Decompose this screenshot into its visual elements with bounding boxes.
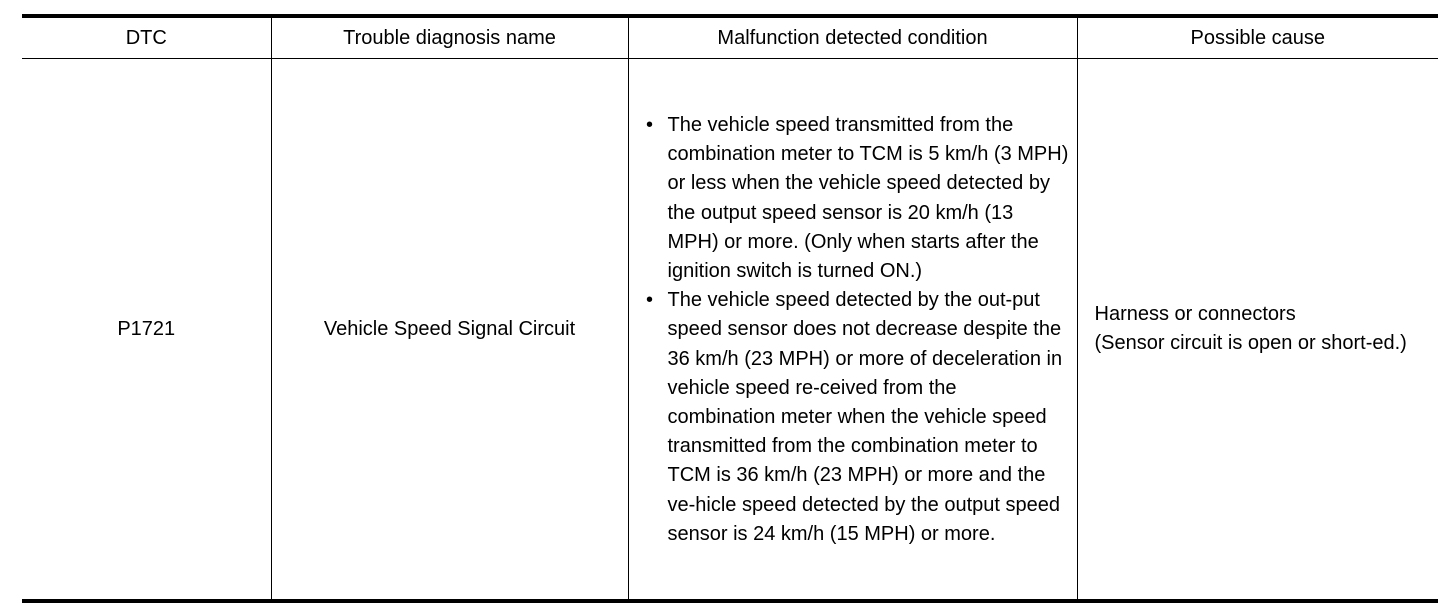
malfunction-condition-cell (628, 59, 1077, 602)
condition-text: The vehicle speed detected by the out-put speed sensor does not decrease despite the 36 km/h (23 MPH) or more of deceleration in vehicle speed re-ceived from the combination meter when the vehicle speed transmitted from the combination meter to TCM is 36 km/h (23 MPH) or more and the ve-hicle speed detected by the output speed sensor is 24 km/h (15 MPH) or more. (667, 289, 1063, 545)
bullet-icon: • (645, 113, 653, 136)
dtc-code: P1721 (22, 59, 271, 602)
header-trouble-diagnosis-name: Trouble diagnosis name (271, 16, 628, 59)
dtc-table (22, 14, 1438, 603)
bullet-icon: • (645, 289, 653, 312)
condition-list (643, 111, 1069, 549)
condition-item (643, 286, 1069, 549)
trouble-diagnosis-name: Vehicle Speed Signal Circuit (271, 59, 628, 602)
header-row (22, 16, 1438, 59)
condition-item (643, 111, 1069, 286)
condition-text: The vehicle speed transmitted from the combination meter to TCM is 5 km/h (3 MPH) or less when the vehicle speed detected by the output speed sensor is 20 km/h (13 MPH) or more. (Only when starts after the ignition switch is turned ON.) (667, 113, 1069, 282)
header-possible-cause: Possible cause (1077, 16, 1438, 59)
header-malfunction-condition: Malfunction detected condition (628, 16, 1077, 59)
table-row (22, 59, 1438, 602)
possible-cause-text: Harness or connectors (Sensor circuit is open or short-ed.) (1094, 303, 1407, 354)
header-dtc: DTC (22, 16, 271, 59)
possible-cause-cell (1077, 59, 1438, 602)
